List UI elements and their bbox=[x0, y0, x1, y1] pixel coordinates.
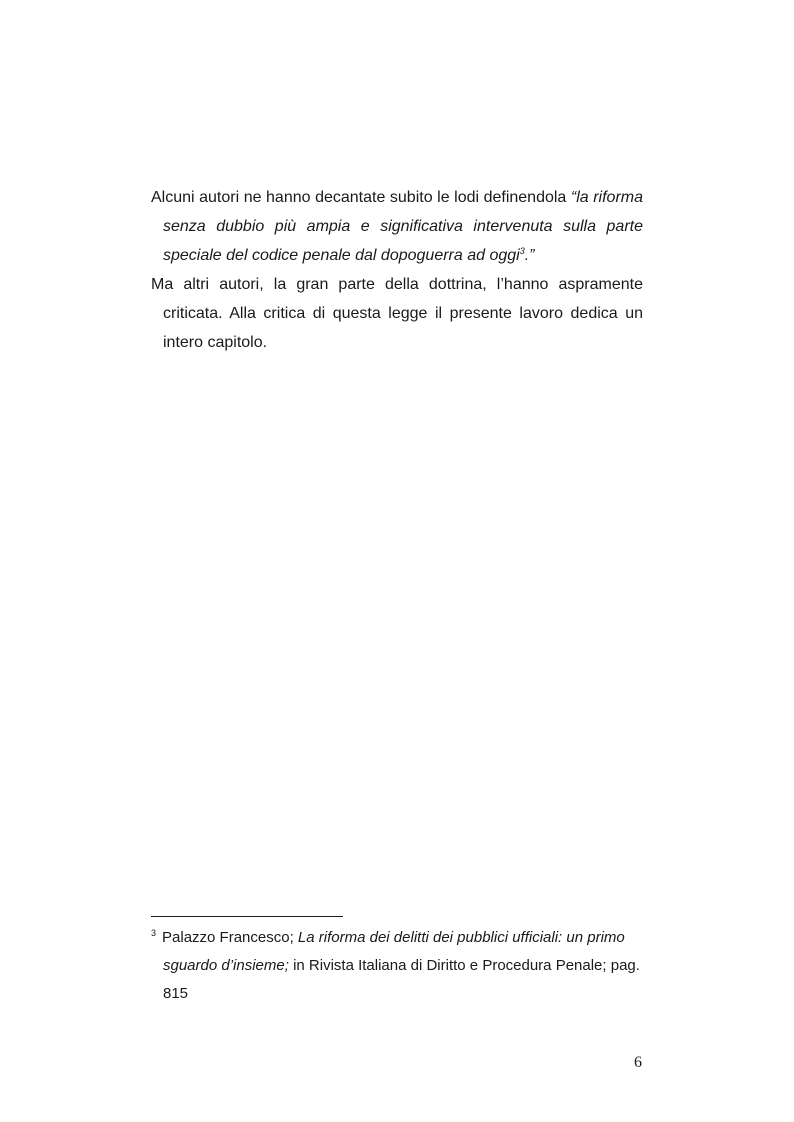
body-text bbox=[151, 183, 643, 357]
paragraph-1-intro: Alcuni autori ne hanno decantate subito le lodi definendola bbox=[151, 189, 571, 206]
footnote-source: in Rivista Italiana di Diritto e Procedura Penale; pag. 815 bbox=[163, 957, 640, 1002]
footnote-separator bbox=[151, 916, 343, 917]
page-number: 6 bbox=[634, 1054, 642, 1071]
paragraph-2: Ma altri autori, la gran parte della dottrina, l’hanno aspramente criticata. Alla critica di questa legge il presente lavoro dedica un intero capitolo. bbox=[151, 276, 643, 351]
footnote-number: 3 bbox=[151, 928, 157, 938]
footnote bbox=[151, 924, 643, 1008]
paragraph-1-quote: “la riforma senza dubbio più ampia e significativa intervenuta sulla parte speciale del codice penale dal dopoguerra ad oggi$^3$.” bbox=[163, 189, 643, 264]
footnote-author: Palazzo Francesco; bbox=[162, 929, 298, 946]
footnote-reference[interactable]: 3 bbox=[519, 246, 525, 256]
footnote-title: La riforma dei delitti dei pubblici ufficiali: un primo sguardo d’insieme; bbox=[163, 929, 625, 974]
paragraph-1 bbox=[151, 183, 643, 270]
